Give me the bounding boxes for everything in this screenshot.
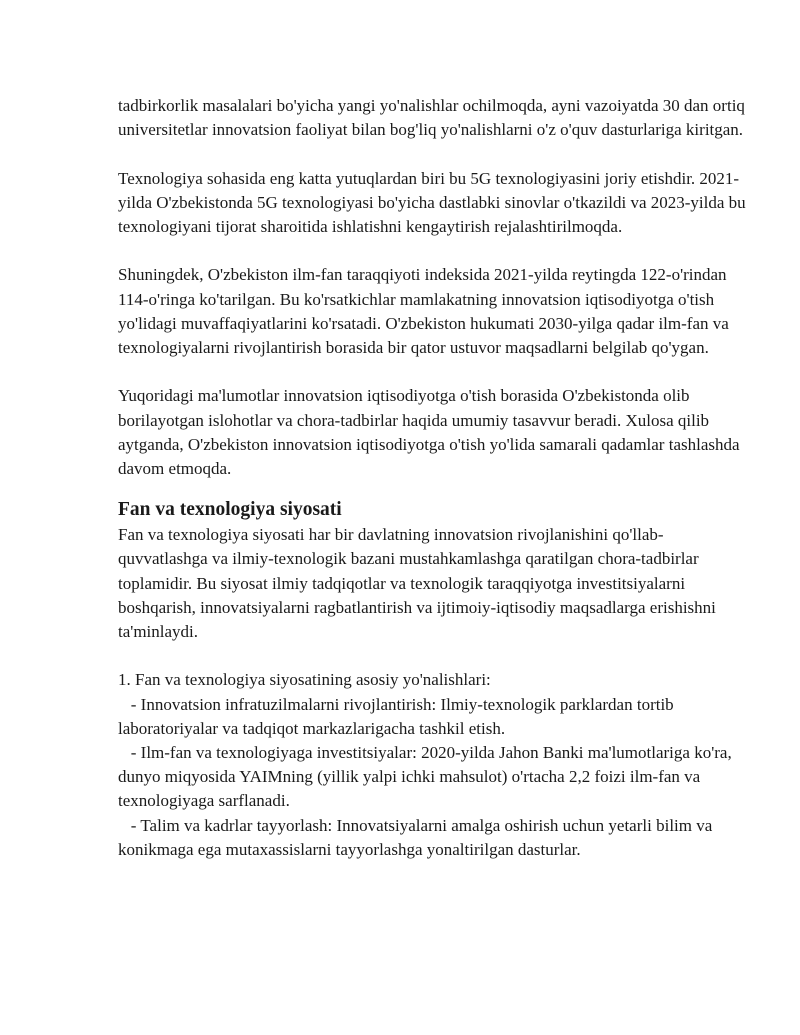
section-intro: Fan va texnologiya siyosati har bir davlatning innovatsion rivojlanishini qo'llab-quvvatlashga va ilmiy-texnologik bazani mustahkamlashga qaratilgan chora-tadbirlar toplamidir. Bu siyosat ilmiy tadqiqotlar va texnologik taraqqiyotga investitsiyalarni boshqarish, innovatsiyalarni ragbatlantirish va ijtimoiy-iqtisodiy maqsadlarga erishishni ta'minlaydi. [118,525,716,642]
list-item-infrastructure [118,693,748,741]
paragraph-5g-technology: Texnologiya sohasida eng katta yutuqlardan biri bu 5G texnologiyasini joriy etishdir. 2021-yilda O'zbekistonda 5G texnologiyasi bo'yicha dastlabki sinovlar o'tkazildi va 2023-yilda bu texnologiyani tijorat sharoitida ishlatishni kengaytirish rejalashtirilmoqda. [118,168,746,236]
document-page [118,94,748,862]
paragraph-universities: tadbirkorlik masalalari bo'yicha yangi yo'nalishlar ochilmoqda, ayni vazoiyatda 30 dan ortiq universitetlar innovatsion faoliyat bilan bog'liq yo'nalishlarni o'z o'quv dasturlariga kiritgan. [118,96,745,140]
paragraph-conclusion: Yuqoridagi ma'lumotlar innovatsion iqtisodiyotga o'tish borasida O'zbekistonda olib borilayotgan islohotlar va chora-tadbirlar haqida umumiy tasavvur beradi. Xulosa qilib aytganda, O'zbekiston innovatsion iqtisodiyotga o'tish yo'lida samarali qadamlar tashlashda davom etmoqda. [118,386,740,478]
list-item-text: - Ilm-fan va texnologiyaga investitsiyalar: 2020-yilda Jahon Banki ma'lumotlariga ko'ra, dunyo miqyosida YAIMning (yillik yalpi ichki mahsulot) o'rtacha 2,2 foizi ilm-fan va texnologiyaga sarflanadi. [118,743,732,811]
list-title: 1. Fan va texnologiya siyosatining asosiy yo'nalishlari: [118,670,491,690]
list-item-investment [118,741,748,814]
list-item-education [118,814,748,862]
list-item-text: - Innovatsion infratuzilmalarni rivojlantirish: Ilmiy-texnologik parklardan tortib laboratoriyalar va tadqiqot markazlarigacha tashkil etish. [118,694,674,738]
section-heading: Fan va texnologiya siyosati [118,499,342,521]
list-item-text: - Talim va kadrlar tayyorlash: Innovatsiyalarni amalga oshirish uchun yetarli bilim va konikmaga ega mutaxassislarni tayyorlashga yonaltirilgan dasturlar. [118,815,713,859]
paragraph-science-index: Shuningdek, O'zbekiston ilm-fan taraqqiyoti indeksida 2021-yilda reytingda 122-o'rindan 114-o'ringa ko'tarilgan. Bu ko'rsatkichlar mamlakatning innovatsion iqtisodiyotga o'tish yo'lidagi muvaffaqiyatlarini ko'rsatadi. O'zbekiston hukumati 2030-yilga qadar ilm-fan va texnologiyalarni rivojlantirish borasida bir qator ustuvor maqsadlarni belgilab qo'ygan. [118,265,729,357]
